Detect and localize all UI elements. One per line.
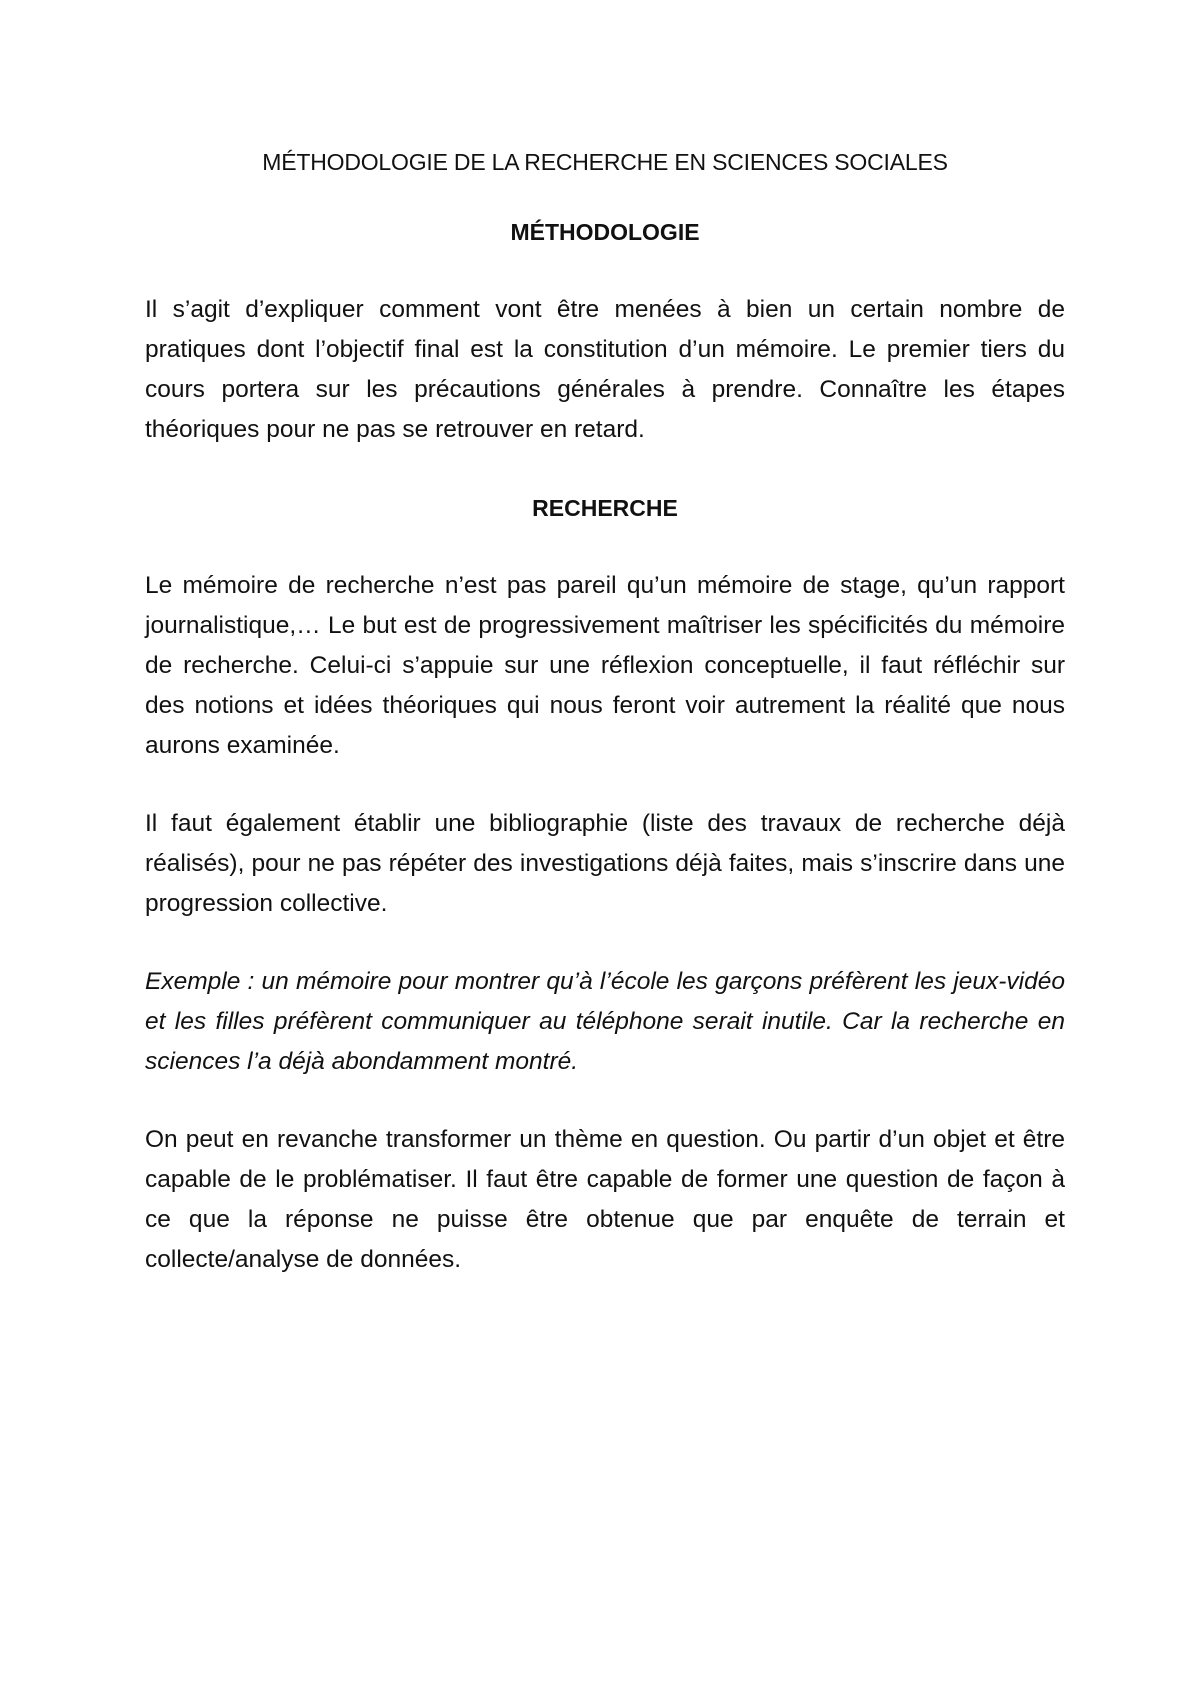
paragraph-methodologie-intro: Il s’agit d’expliquer comment vont être menées à bien un certain nombre de pratiques dont l’objectif final est la constitution d’un mémoire. Le premier tiers du cours portera sur les précautions générales à prendre. Connaître les étapes théoriques pour ne pas se retrouver en retard. xyxy=(145,296,1065,443)
paragraph-memoire-recherche: Le mémoire de recherche n’est pas pareil qu’un mémoire de stage, qu’un rapport journalistique,… Le but est de progressivement maîtriser les spécificités du mémoire de recherche. Celui-ci s’appuie sur une réflexion conceptuelle, il faut réfléchir sur des notions et idées théoriques qui nous feront voir autrement la réalité que nous aurons examinée. xyxy=(145,572,1065,759)
paragraph-exemple: Exemple : un mémoire pour montrer qu’à l’école les garçons préfèrent les jeux-vidéo et les filles préfèrent communiquer au téléphone serait inutile. Car la recherche en sciences l’a déjà abondamment montré. xyxy=(145,968,1065,1075)
paragraph-problematiser: On peut en revanche transformer un thème en question. Ou partir d’un objet et être capable de le problématiser. Il faut être capable de former une question de façon à ce que la réponse ne puisse être obtenue que par enquête de terrain et collecte/analyse de données. xyxy=(145,1126,1065,1273)
section-heading-methodologie: MÉTHODOLOGIE xyxy=(510,219,700,245)
paragraph-bibliographie: Il faut également établir une bibliographie (liste des travaux de recherche déjà réalisés), pour ne pas répéter des investigations déjà faites, mais s’inscrire dans une progression collective. xyxy=(145,810,1065,917)
document-body xyxy=(145,142,1065,1318)
section-heading-recherche: RECHERCHE xyxy=(532,495,678,521)
document-title: MÉTHODOLOGIE DE LA RECHERCHE EN SCIENCES SOCIALES xyxy=(262,149,948,175)
